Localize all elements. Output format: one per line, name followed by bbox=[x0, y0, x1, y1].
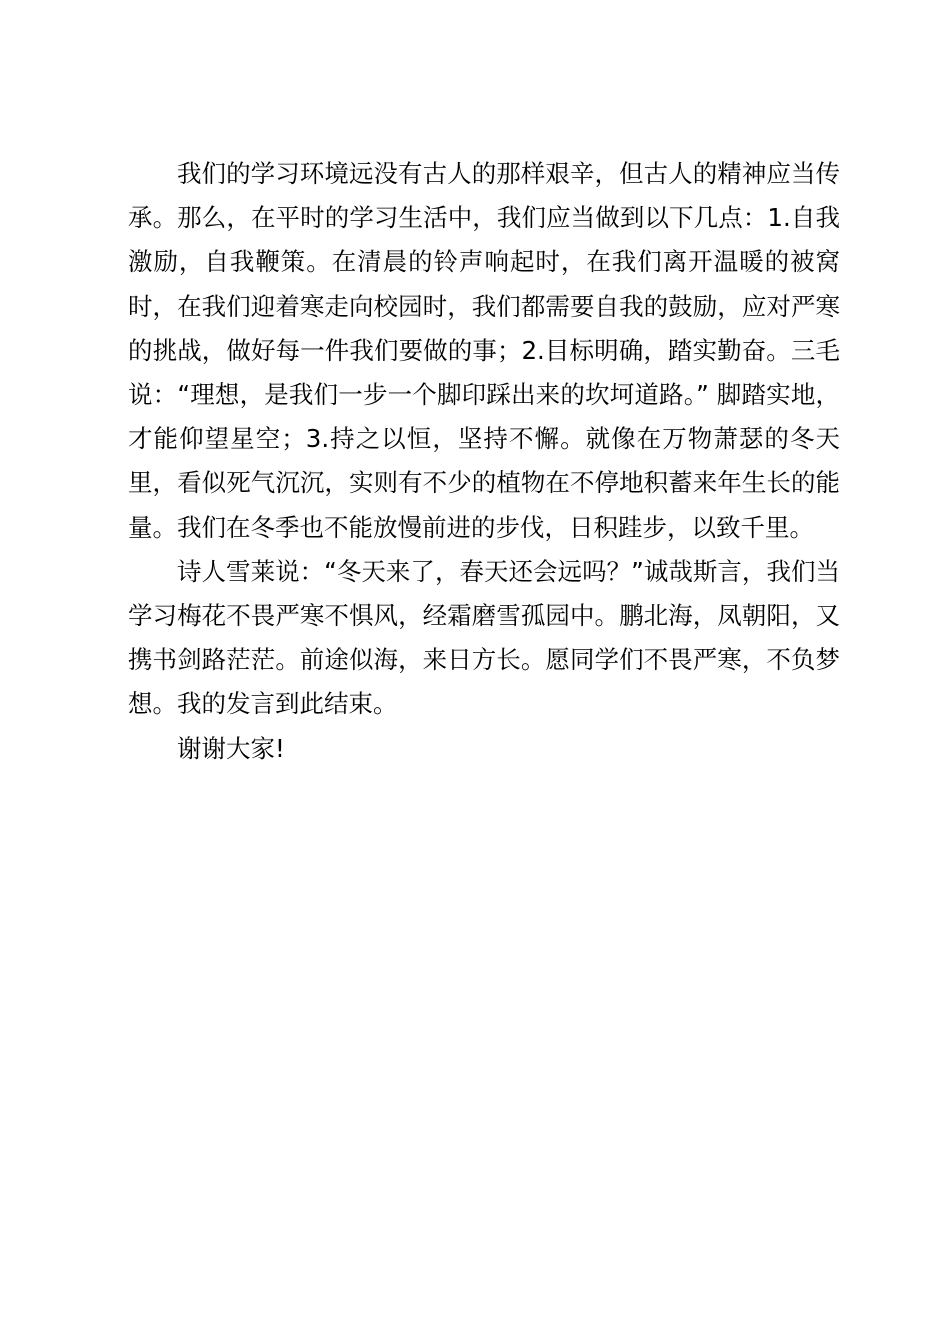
paragraph-closing-remarks: 诗人雪莱说：“冬天来了，春天还会远吗？”诚哉斯言，我们当学习梅花不畏严寒不惧风，经霜磨雪孤园中。鹏北海，凤朝阳，又携书剑路茫茫。前途似海，来日方长。愿同学们不畏严寒，不负梦想。我的发言到此结束。 bbox=[128, 556, 840, 719]
paragraph-study-spirit: 我们的学习环境远没有古人的那样艰辛，但古人的精神应当传承。那么，在平时的学习生活中，我们应当做到以下几点：1.自我激励，自我鞭策。在清晨的铃声响起时，在我们离开温暖的被窝时，在我们迎着寒走向校园时，我们都需要自我的鼓励，应对严寒的挑战，做好每一件我们要做的事；2.目标明确，踏实勤奋。三毛说：“理想，是我们一步一个脚印踩出来的坎坷道路。” 脚踏实地，才能仰望星空；3.持之以恒，坚持不懈。就像在万物萧瑟的冬天里，看似死气沉沉，实则有不少的植物在不停地积蓄来年生长的能量。我们在冬季也不能放慢前进的步伐，日积跬步，以致千里。 bbox=[128, 159, 840, 542]
document-body bbox=[128, 152, 840, 771]
paragraph-thanks: 谢谢大家! bbox=[177, 733, 285, 763]
